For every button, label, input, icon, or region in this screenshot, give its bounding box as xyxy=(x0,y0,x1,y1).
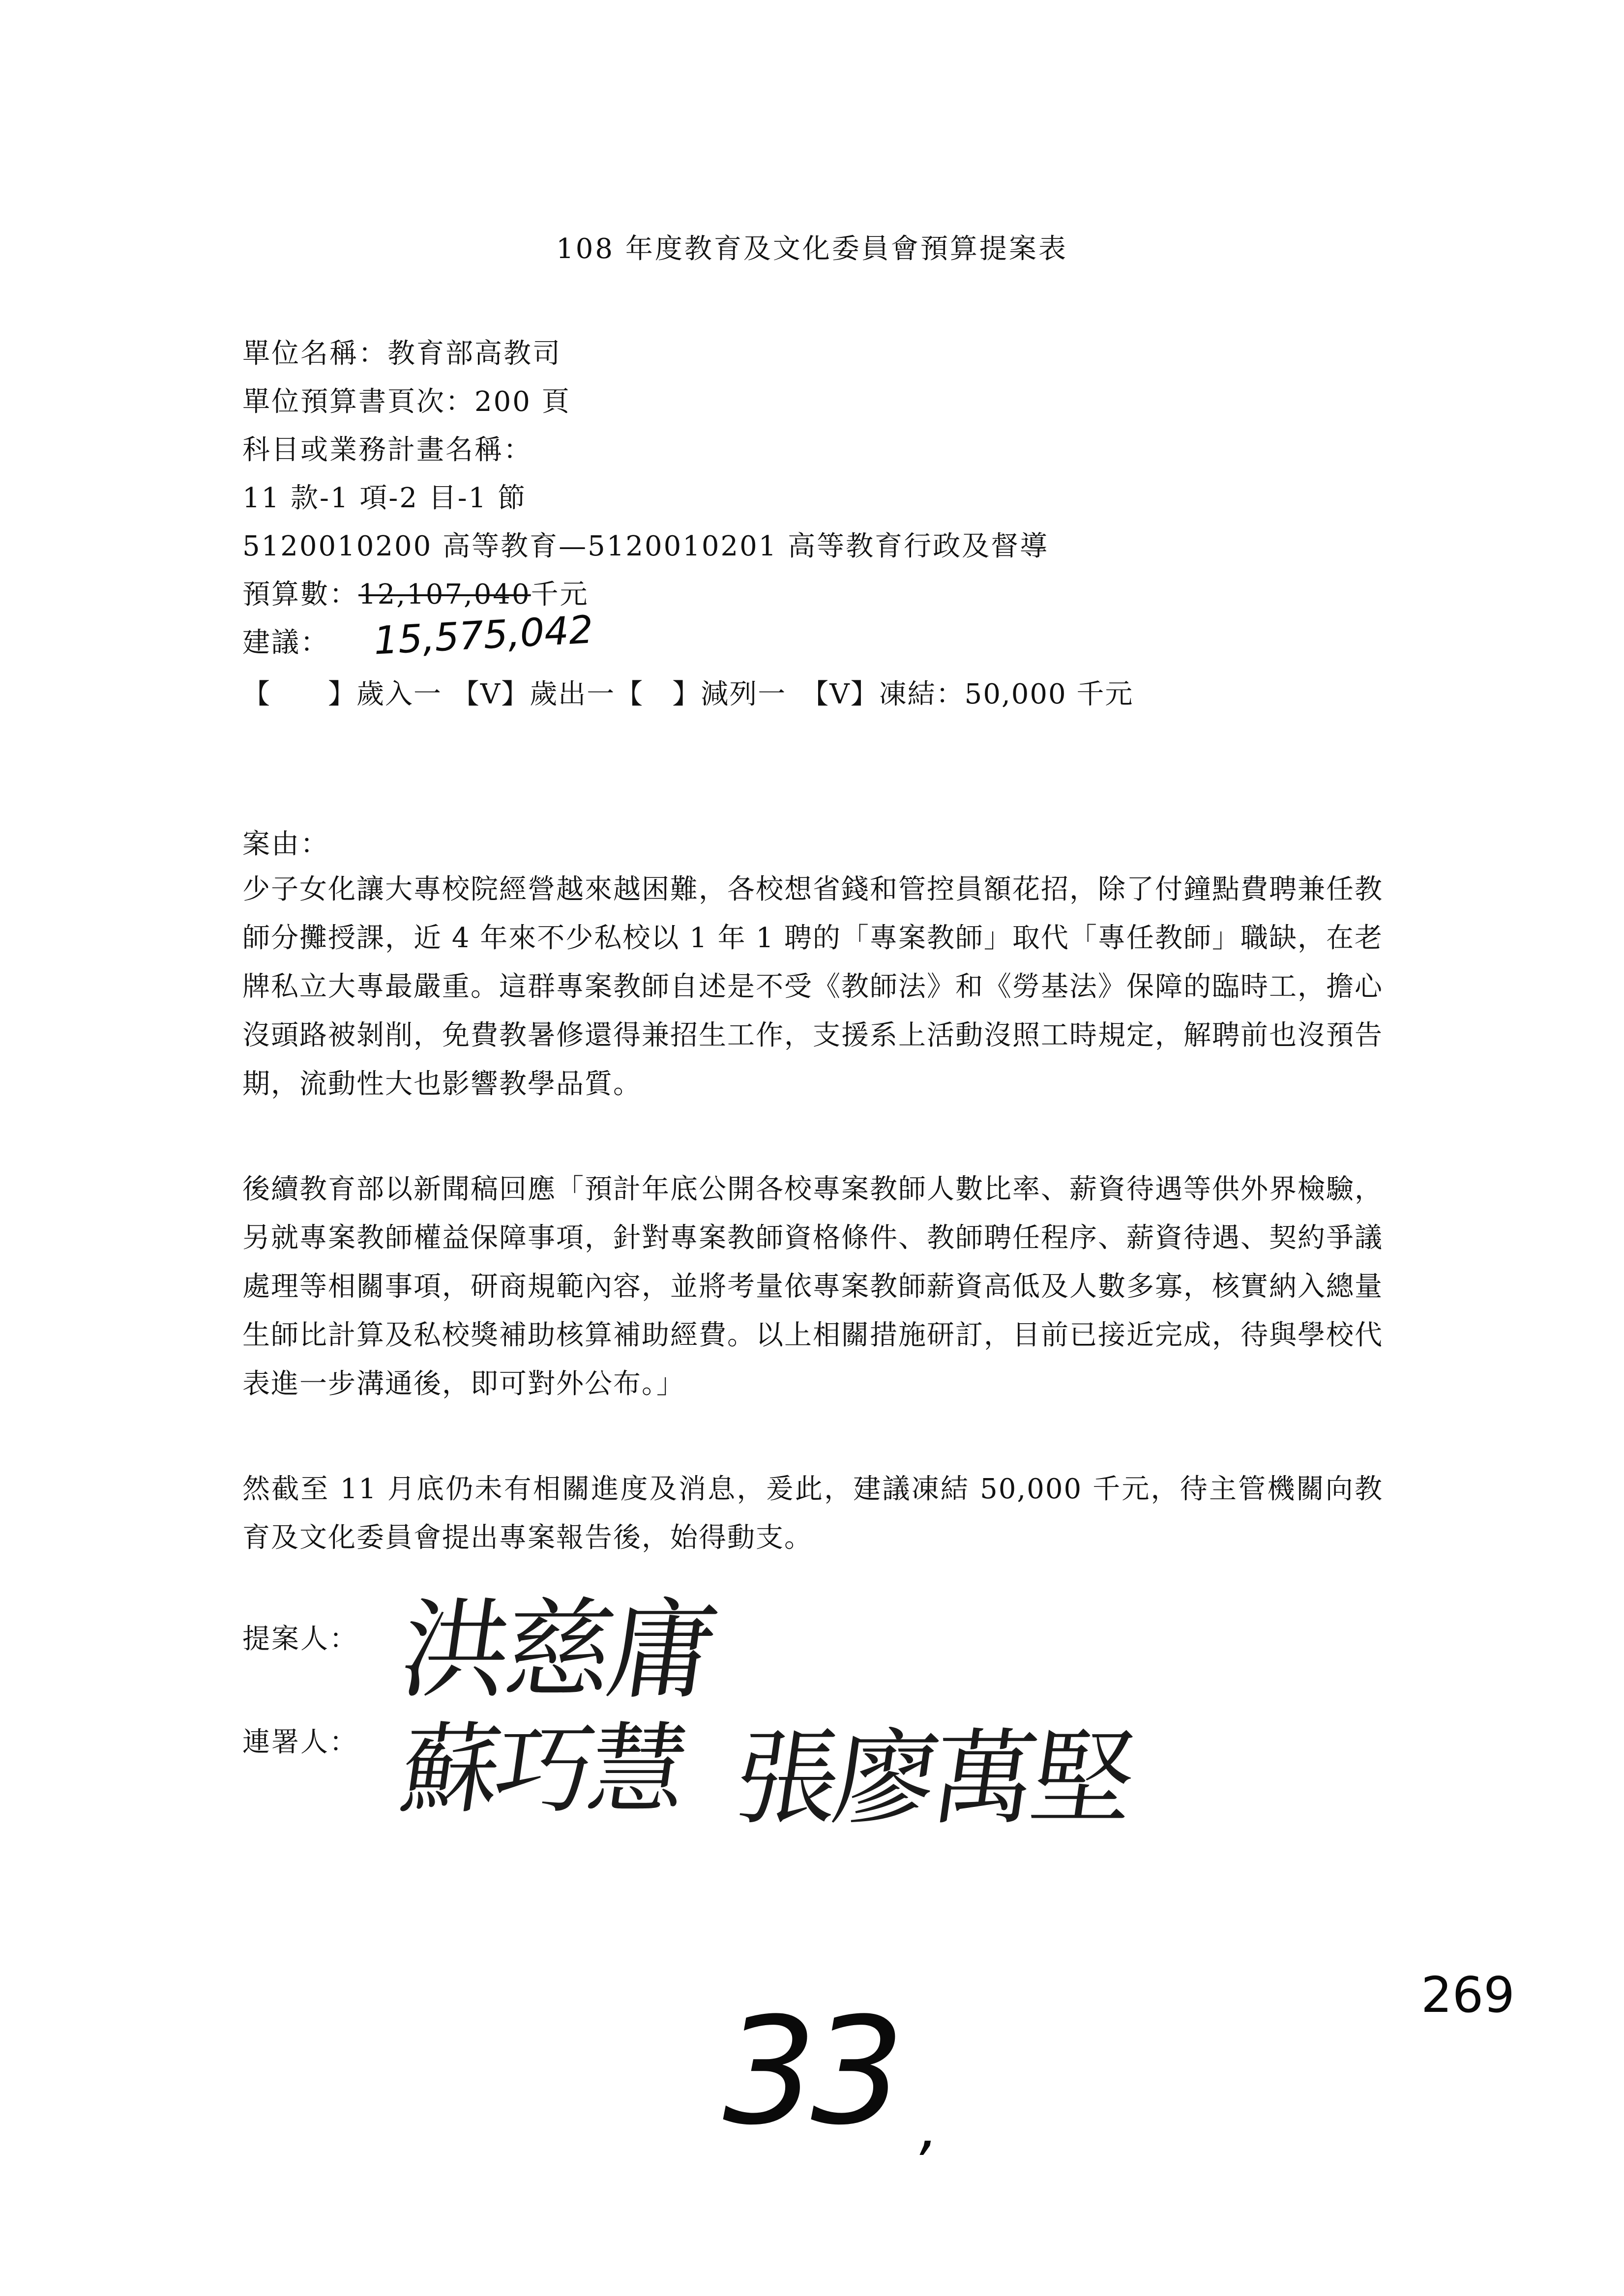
budget-page: 單位預算書頁次：200 頁 xyxy=(242,386,571,418)
page-number: 269 xyxy=(1421,1966,1515,2024)
cosigner-signature-1: 蘇巧慧 xyxy=(394,1713,690,1827)
budget-amount-label: 預算數： xyxy=(242,579,358,610)
proposer-signature: 洪慈庸 xyxy=(393,1587,721,1713)
suggestion-handwritten-value: 15,575,042 xyxy=(372,608,594,664)
subject-code: 11 款-1 項-2 目-1 節 xyxy=(242,482,527,514)
reason-paragraph-2: 後續教育部以新聞稿回應「預計年底公開各校專案教師人數比率、薪資待遇等供外界檢驗，另就專案教師權益保障事項，針對專案教師資格條件、教師聘任程序、薪資待遇、契約爭議處理等相關事項，研商規範內容，並將考量依專案教師薪資高低及人數多寡，核實納入總量生師比計算及私校獎補助核算補助經費。以上相關措施研訂，目前已接近完成，待與學校代表進一步溝通後，即可對外公布。」 xyxy=(242,1173,1383,1400)
page-title: 108 年度教育及文化委員會預算提案表 xyxy=(556,233,1068,265)
budget-amount-struck-value: 12,107,040 xyxy=(358,579,531,610)
proposer-label: 提案人： xyxy=(242,1623,358,1655)
options-line: 【 】歲入一 【V】歲出一【 】減列一 【V】凍結：50,000 千元 xyxy=(242,678,1134,710)
subject-label: 科目或業務計畫名稱： xyxy=(242,434,532,466)
reason-paragraph-1: 少子女化讓大專校院經營越來越困難，各校想省錢和管控員額花招，除了付鐘點費聘兼任教師分攤授課，近 4 年來不少私校以 1 年 1 聘的「專案教師」取代「專任教師」職缺，在老牌私立大專最嚴重。這群專案教師自述是不受《教師法》和《勞基法》保障的臨時工，擔心沒頭路被剝削，免費教暑修還得兼招生工作，支援系上活動沒照工時規定，解聘前也沒預告期，流動性大也影響教學品質。 xyxy=(242,873,1383,1100)
reason-paragraph-3: 然截至 11 月底仍未有相關進度及消息，爰此，建議凍結 50,000 千元，待主管機關向教育及文化委員會提出專案報告後，始得動支。 xyxy=(242,1473,1383,1554)
cosigner-signature-2: 張廖萬堅 xyxy=(728,1718,1138,1839)
suggestion-label: 建議： xyxy=(242,627,329,659)
budget-amount-line xyxy=(242,581,589,609)
reason-label: 案由： xyxy=(242,828,329,860)
handwritten-comma: , xyxy=(919,2094,939,2162)
subject-program: 5120010200 高等教育—5120010201 高等教育行政及督導 xyxy=(242,530,1049,562)
handwritten-number: 33 xyxy=(723,1986,899,2157)
cosigner-label: 連署人： xyxy=(242,1726,358,1758)
unit-name: 單位名稱：教育部高教司 xyxy=(242,338,561,370)
budget-amount-unit: 千元 xyxy=(531,579,589,610)
suggestion-line xyxy=(242,629,329,657)
